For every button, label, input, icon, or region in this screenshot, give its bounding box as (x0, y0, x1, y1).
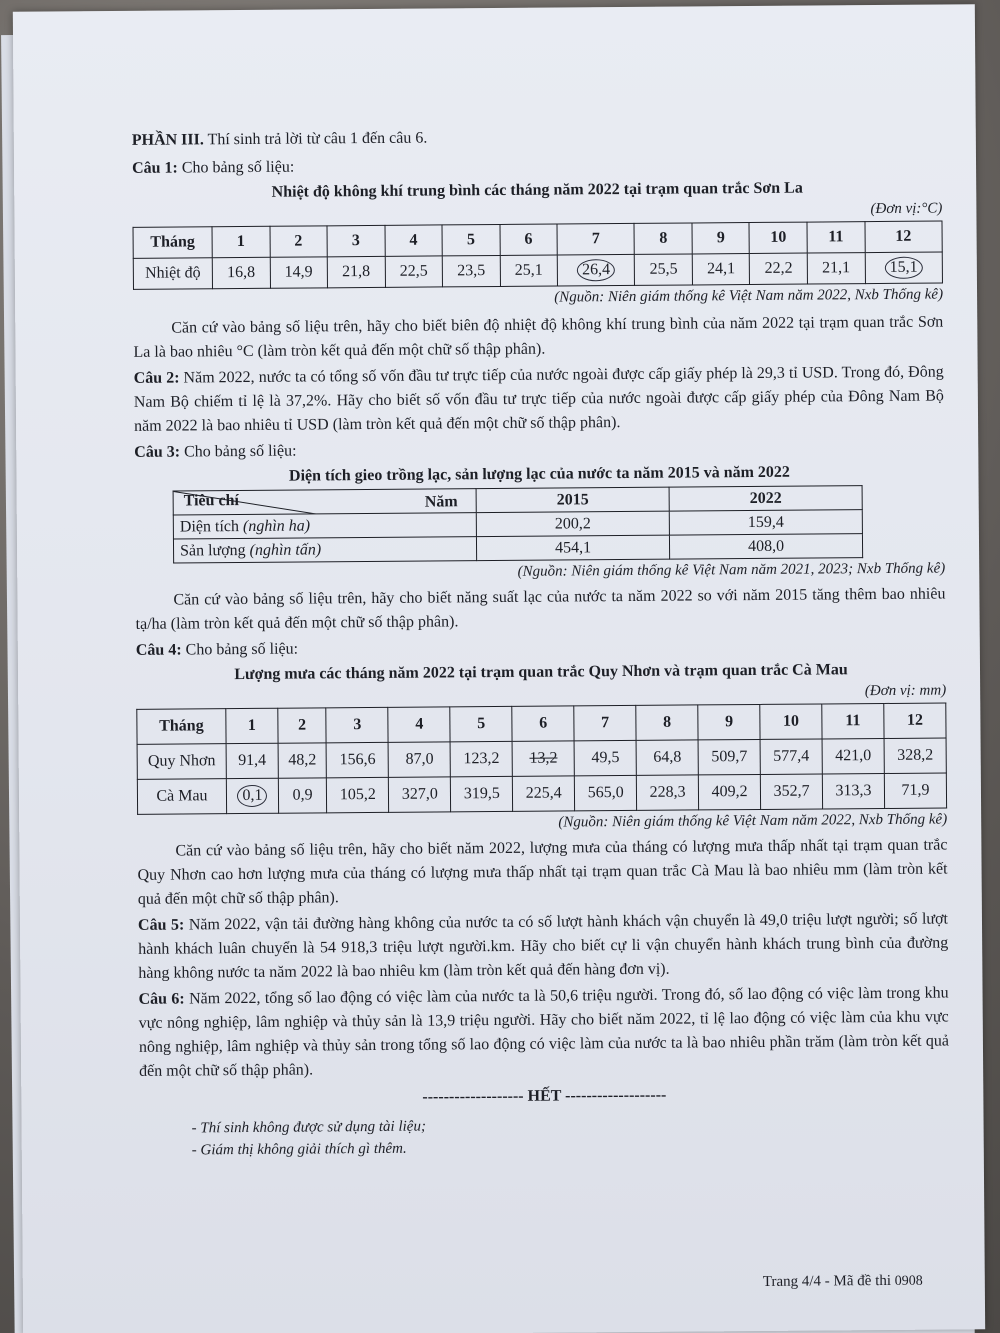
value-cell: 91,4 (226, 743, 278, 778)
q3-peanut-table (173, 485, 864, 563)
table-row (173, 534, 862, 563)
month-cell: 8 (636, 705, 698, 740)
q2 (134, 360, 945, 438)
row-name: Sản lượng (179, 541, 250, 560)
exam-page (13, 4, 985, 1333)
value-cell: 200,2 (476, 511, 669, 537)
month-cell: 1 (226, 708, 278, 743)
q4-question: Căn cứ vào bảng số liệu trên, hãy cho biết năm 2022, lượng mưa của tháng có lượng mưa thấp nhất tại trạm quan trắc Quy Nhơn cao hơn lượng mưa của tháng có lượng mưa thấp nhất tại trạm quan trắc Cà Mau là bao nhiêu mm (làm tròn kết quả đến một chữ số thập phân). (137, 836, 948, 908)
page-content (132, 123, 950, 1162)
note-line: - Thí sinh không được sử dụng tài liệu; (191, 1118, 427, 1137)
value-cell: 159,4 (669, 510, 862, 536)
q2-text: Năm 2022, nước ta có tổng số vốn đầu tư trực tiếp của nước ngoài được cấp giấy phép là 29,3 tỉ USD. Trong đó, Đông Nam Bộ chiếm tỉ lệ là 37,2%. Hãy cho biết số vốn đầu tư trực tiếp của nước ngoài được cấp giấy phép của Đông Nam Bộ năm 2022 là bao nhiêu tỉ USD (làm tròn kết quả đến một chữ số thập phân). (133, 363, 944, 435)
value-cell: 565,0 (575, 775, 637, 810)
q5 (138, 907, 949, 985)
value-cell: 421,0 (822, 738, 884, 773)
month-cell: 6 (512, 706, 574, 741)
q4-intro-text: Cho bảng số liệu: (181, 640, 299, 659)
handwritten-circle: 26,4 (577, 259, 615, 281)
month-cell: 4 (385, 225, 443, 256)
value-cell: 509,7 (698, 739, 760, 774)
month-cell: 7 (574, 705, 636, 740)
table-row (133, 252, 942, 289)
year-cell: 2015 (476, 487, 669, 513)
q6-text: Năm 2022, tổng số lao động có việc làm của nước ta là 50,6 triệu người. Trong đó, số lao động có việc làm trong khu vực nông nghiệp, lâm nghiệp và thủy sản là 13,9 triệu người. Hãy cho biết năm 2022, tỉ lệ lao động có việc làm của khu vực nông nghiệp, lâm nghiệp và thủy sản trong tổng số lao động có việc làm của nước ta là bao nhiêu phần trăm (làm tròn kết quả đến một chữ số thập phân). (138, 984, 949, 1080)
row-label: Nhiệt độ (133, 258, 212, 290)
row-label: Cà Mau (137, 779, 226, 815)
row-name: Diện tích (179, 517, 244, 536)
q3-label: Câu 3: (134, 443, 181, 461)
value-cell: 16,8 (212, 257, 270, 288)
q1-source: (Nguồn: Niên giám thống kê Việt Nam năm 2022, Nxb Thống kê) (554, 286, 944, 306)
row-label: Quy Nhơn (137, 744, 226, 780)
q4-rainfall-table (136, 702, 947, 814)
notes (140, 1111, 950, 1161)
q4-label: Câu 4: (135, 641, 182, 659)
month-cell: 2 (278, 708, 327, 743)
q1-temperature-table (133, 221, 943, 290)
value-cell: 22,2 (750, 253, 808, 284)
value-cell: 64,8 (636, 740, 698, 775)
handwritten-circle: 0,1 (237, 785, 267, 807)
value-cell: 21,1 (807, 253, 865, 284)
diag-year-label: Năm (424, 493, 458, 511)
q3-table-caption: Diện tích gieo trồng lạc, sản lượng lạc của nước ta năm 2015 và năm 2022 (288, 463, 790, 485)
row-unit: (nghìn ha) (242, 516, 311, 535)
q4-unit: (Đơn vị: mm) (864, 682, 947, 700)
value-cell: 87,0 (388, 742, 450, 777)
month-cell: 11 (807, 222, 865, 253)
q6 (138, 981, 949, 1083)
month-cell: 2 (270, 226, 328, 257)
month-cell: 3 (327, 225, 385, 256)
q1-table-caption: Nhiệt độ không khí trung bình các tháng năm 2022 tại trạm quan trắc Sơn La (271, 179, 803, 201)
page-footer (763, 1273, 923, 1291)
q5-label: Câu 5: (137, 916, 185, 934)
q1-intro-text: Cho bảng số liệu: (177, 158, 295, 177)
q4-intro (136, 632, 946, 662)
q1-unit: (Đơn vị:°C) (870, 200, 943, 218)
value-cell: 225,4 (513, 776, 575, 811)
month-cell: 10 (749, 222, 807, 253)
value-cell (512, 741, 574, 776)
value-cell: 24,1 (692, 254, 750, 285)
q1-question: Căn cứ vào bảng số liệu trên, hãy cho biết biên độ nhiệt độ không khí trung bình của năm 2022 tại trạm quan trắc Sơn La là bao nhiêu °C (làm tròn kết quả đến một chữ số thập phân). (133, 313, 944, 361)
value-cell: 408,0 (669, 534, 862, 560)
note-line: - Giám thị không giải thích gì thêm. (191, 1140, 407, 1159)
value-cell: 23,5 (442, 255, 500, 286)
table-row (137, 773, 946, 814)
value-cell: 409,2 (698, 774, 760, 809)
diagonal-header-cell (173, 489, 476, 515)
part-heading (132, 123, 942, 153)
q6-label: Câu 6: (138, 990, 185, 1008)
value-cell: 49,5 (574, 740, 636, 775)
row-label (173, 513, 476, 539)
year-cell: 2022 (669, 486, 862, 512)
q5-text: Năm 2022, vận tải đường hàng không của nước ta có số lượt hành khách vận chuyển là 49,0 triệu lượt người; số lượt hành khách luân chuyển là 54 918,3 triệu lượt người.km. Hãy cho biết cự li vận chuyển hành khách trung bình của đường hàng không nước ta năm 2022 là bao nhiêu km (làm tròn kết quả đến hàng đơn vị). (138, 910, 949, 982)
diag-criteria-label: Tiêu chí (183, 492, 240, 510)
q1-intro (132, 151, 942, 181)
month-cell: 12 (884, 703, 946, 738)
q2-label: Câu 2: (133, 369, 180, 387)
value-cell: 328,2 (884, 738, 946, 773)
value-cell: 327,0 (389, 777, 451, 812)
month-cell: 5 (442, 224, 500, 255)
q3-intro-text: Cho bảng số liệu: (179, 442, 297, 461)
value-cell: 352,7 (760, 774, 822, 809)
value-cell: 228,3 (637, 775, 699, 810)
exam-code: 0908 (894, 1273, 923, 1289)
header-cell: Tháng (133, 227, 212, 259)
month-cell: 1 (212, 226, 270, 257)
row-label (173, 537, 476, 563)
header-cell: Tháng (137, 709, 226, 745)
value-cell: 14,9 (270, 257, 328, 288)
month-cell: 10 (760, 704, 822, 739)
month-cell: 5 (450, 706, 512, 741)
month-cell: 7 (557, 223, 635, 255)
value-cell: 105,2 (327, 777, 389, 812)
value-cell (557, 254, 635, 286)
month-cell: 8 (634, 223, 692, 254)
month-cell: 4 (388, 707, 450, 742)
month-cell: 6 (500, 224, 558, 255)
month-cell: 12 (865, 221, 943, 253)
value-cell: 454,1 (476, 535, 669, 561)
q1-label: Câu 1: (131, 159, 178, 177)
value-cell (226, 778, 278, 813)
value-cell: 25,1 (500, 255, 558, 286)
value-cell: 71,9 (884, 773, 946, 808)
value-cell (865, 252, 943, 284)
handwritten-mark: 13,2 (529, 749, 558, 767)
handwritten-circle: 15,1 (885, 257, 923, 279)
row-unit: (nghìn tấn) (249, 540, 322, 559)
q4-source: (Nguồn: Niên giám thống kê Việt Nam năm 2022, Nxb Thống kê) (558, 811, 948, 831)
month-cell: 9 (692, 223, 750, 254)
value-cell: 48,2 (278, 743, 327, 778)
page-number: Trang 4/4 - Mã đề thi (762, 1272, 895, 1290)
q3-question: Căn cứ vào bảng số liệu trên, hãy cho biết năng suất lạc của nước ta năm 2022 so với năm 2015 tăng thêm bao nhiêu tạ/ha (làm tròn kết quả đến một chữ số thập phân). (135, 585, 946, 633)
value-cell: 123,2 (450, 741, 512, 776)
q3-source: (Nguồn: Niên giám thống kê Việt Nam năm 2021, 2023; Nxb Thống kê) (517, 560, 946, 580)
month-cell: 3 (326, 707, 388, 742)
value-cell: 577,4 (760, 739, 822, 774)
month-cell: 9 (698, 704, 760, 739)
value-cell: 319,5 (451, 776, 513, 811)
value-cell: 25,5 (635, 254, 693, 285)
month-cell: 11 (822, 703, 884, 738)
part-instruction: Thí sinh trả lời từ câu 1 đến câu 6. (203, 129, 428, 149)
value-cell: 21,8 (327, 256, 385, 287)
end-marker: ------------------- HẾT ------------------- (422, 1086, 667, 1106)
value-cell: 156,6 (327, 742, 389, 777)
q3-intro (134, 434, 944, 464)
value-cell: 313,3 (822, 773, 884, 808)
value-cell: 0,9 (278, 778, 327, 813)
q4-table-caption: Lượng mưa các tháng năm 2022 tại trạm quan trắc Quy Nhơn và trạm quan trắc Cà Mau (234, 661, 848, 684)
part-title: PHẦN III. (131, 131, 204, 149)
value-cell: 22,5 (385, 256, 443, 287)
